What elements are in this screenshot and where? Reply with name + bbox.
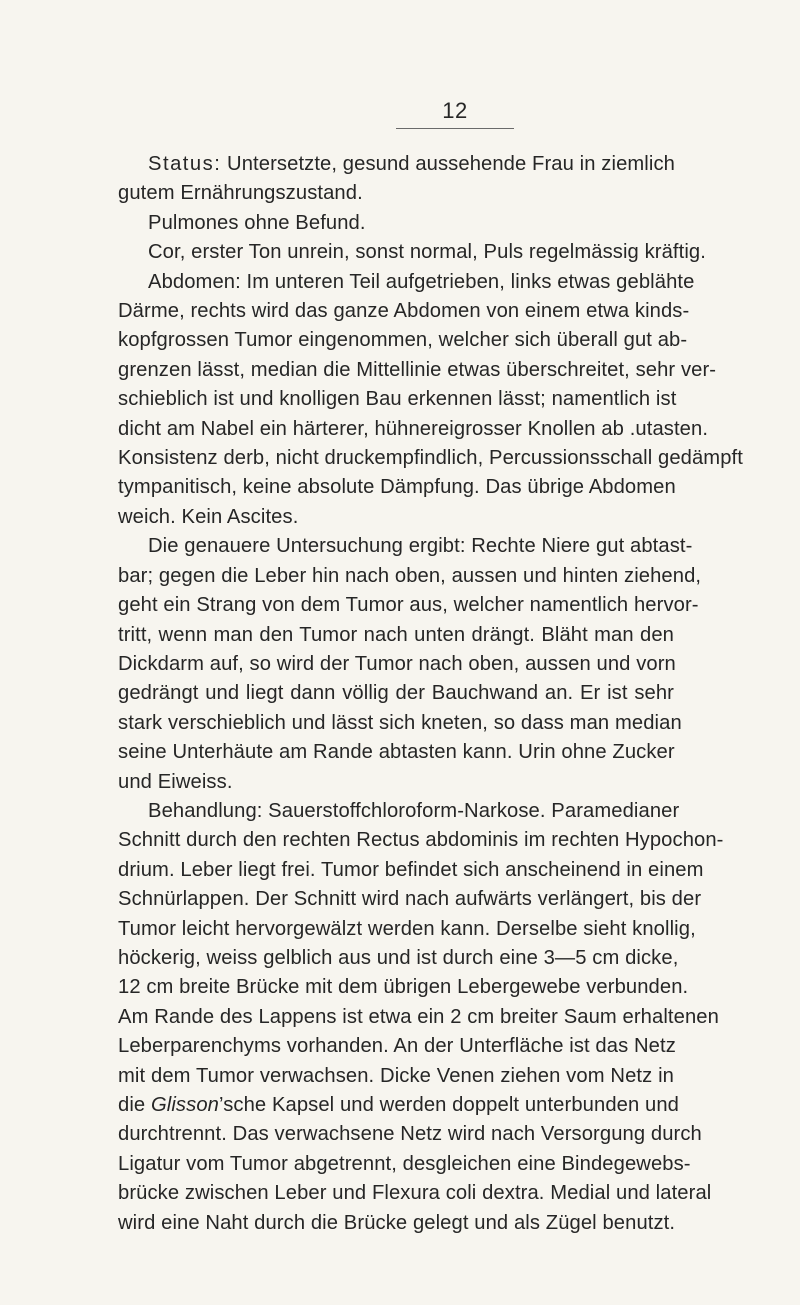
text-run: stark verschieblich und lässt sich kneten, so dass man median [118, 711, 682, 734]
text-line [118, 415, 709, 444]
text-line [118, 768, 674, 797]
text-line [118, 1032, 674, 1061]
text-line [118, 591, 699, 620]
text-run: Abdomen: Im unteren Teil aufgetrieben, links etwas geblähte [148, 270, 695, 293]
text-line [118, 797, 680, 826]
paragraph-pulmones [118, 209, 674, 238]
text-run: Untersetzte, gesund aussehende Frau in ziemlich [221, 153, 675, 175]
paragraph-abdomen [118, 268, 743, 533]
text-run: geht ein Strang von dem Tumor aus, welcher namentlich hervor- [118, 594, 699, 617]
text-run: wird eine Naht durch die Brücke gelegt und als Zügel benutzt. [118, 1211, 676, 1234]
text-run: Cor, erster Ton unrein, sonst normal, Puls regelmässig kräftig. [148, 241, 706, 264]
text-run: ’sche Kapsel und werden doppelt unterbunden und [218, 1094, 679, 1116]
text-line [118, 444, 743, 473]
text-run: gedrängt und liegt dann völlig der Bauchwand an. Er ist sehr [118, 682, 674, 705]
text-run: tympanitisch, keine absolute Dämpfung. Das übrige Abdomen [118, 476, 676, 499]
text-line [118, 385, 677, 414]
text-run: Schnürlappen. Der Schnitt wird nach aufwärts verlängert, bis der [118, 888, 702, 911]
text-run: seine Unterhäute am Rande abtasten kann. Urin ohne Zucker [118, 741, 675, 764]
text-line [118, 562, 702, 591]
text-run: Am Rande des Lappens ist etwa ein 2 cm breiter Saum erhaltenen [118, 1005, 719, 1028]
text-run: tritt, wenn man den Tumor nach unten drängt. Bläht man den [118, 623, 674, 646]
paragraph-status [118, 150, 674, 209]
text-run: Tumor leicht hervorgewälzt werden kann. Derselbe sieht knollig, [118, 917, 696, 940]
text-line [118, 326, 688, 355]
text-line [118, 826, 724, 855]
text-run: 12 cm breite Brücke mit dem übrigen Lebergewebe verbunden. [118, 976, 689, 999]
text-line [118, 503, 674, 532]
text-run: Konsistenz derb, nicht druckempfindlich, Percussionsschall gedämpft [118, 447, 743, 470]
page-number-rule [396, 128, 514, 129]
text-line [118, 268, 695, 297]
text-line [118, 150, 674, 179]
section-lead: Status: [148, 153, 222, 175]
text-run: Die genauere Untersuchung ergibt: Rechte Niere gut abtast- [148, 535, 693, 558]
paragraph-cor [118, 238, 706, 267]
text-run: Behandlung: Sauerstoffchloroform-Narkose. Paramedianer [148, 799, 680, 822]
text-line [118, 1120, 702, 1149]
text-run: Ligatur vom Tumor abgetrennt, desgleichen eine Bindegewebs- [118, 1152, 691, 1175]
text-line [118, 679, 674, 708]
text-run: durchtrennt. Das verwachsene Netz wird nach Versorgung durch [118, 1123, 702, 1146]
text-run: und Eiweiss. [118, 770, 233, 793]
paragraph-untersuchung [118, 532, 702, 797]
text-run: Därme, rechts wird das ganze Abdomen von einem etwa kinds- [118, 300, 690, 323]
text-run: grenzen lässt, median die Mittellinie etwas überschreitet, sehr ver- [118, 358, 717, 381]
text-line [118, 973, 689, 1002]
text-line [118, 738, 674, 767]
text-run: bar; gegen die Leber hin nach oben, aussen und hinten ziehend, [118, 564, 702, 587]
text-line [118, 179, 674, 208]
text-line [118, 297, 690, 326]
text-run: Schnitt durch den rechten Rectus abdominis im rechten Hypochon- [118, 829, 724, 852]
text-line [118, 650, 674, 679]
text-run: die [118, 1094, 151, 1116]
text-run: weich. Kein Ascites. [118, 505, 299, 528]
text-run: gutem Ernährungszustand. [118, 182, 363, 205]
text-line [118, 1179, 712, 1208]
text-line [118, 1150, 691, 1179]
body-text [118, 150, 743, 1238]
text-line [118, 709, 682, 738]
text-run: höckerig, weiss gelblich aus und ist durch eine 3—5 cm dicke, [118, 946, 679, 969]
text-line [118, 532, 693, 561]
text-line [118, 915, 696, 944]
text-line [118, 1209, 674, 1238]
italic-name: Glisson [150, 1094, 219, 1116]
text-run: kopfgrossen Tumor eingenommen, welcher sich überall gut ab- [118, 329, 688, 352]
text-line [118, 238, 706, 267]
text-run: brücke zwischen Leber und Flexura coli dextra. Medial und lateral [118, 1182, 712, 1205]
text-run: drium. Leber liegt frei. Tumor befindet sich anscheinend in einem [118, 858, 704, 881]
text-run: dicht am Nabel ein härterer, hühnereigrosser Knollen ab .utasten. [118, 417, 709, 440]
text-run: Dickdarm auf, so wird der Tumor nach oben, aussen und vorn [118, 652, 676, 675]
text-run: Leberparenchyms vorhanden. An der Unterfläche ist das Netz [118, 1035, 676, 1058]
text-line [118, 209, 674, 238]
text-line [118, 944, 679, 973]
text-line [118, 1091, 679, 1120]
text-line [118, 1003, 719, 1032]
text-run: schieblich ist und knolligen Bau erkennen lässt; namentlich ist [118, 388, 677, 411]
text-run: mit dem Tumor verwachsen. Dicke Venen ziehen vom Netz in [118, 1064, 674, 1087]
text-line [118, 473, 674, 502]
paragraph-behandlung [118, 797, 724, 1238]
text-line [118, 356, 717, 385]
text-line [118, 885, 702, 914]
text-line [118, 1062, 674, 1091]
page-number: 12 [442, 98, 468, 123]
text-line [118, 621, 674, 650]
text-run: Pulmones ohne Befund. [148, 211, 366, 234]
text-line [118, 856, 704, 885]
